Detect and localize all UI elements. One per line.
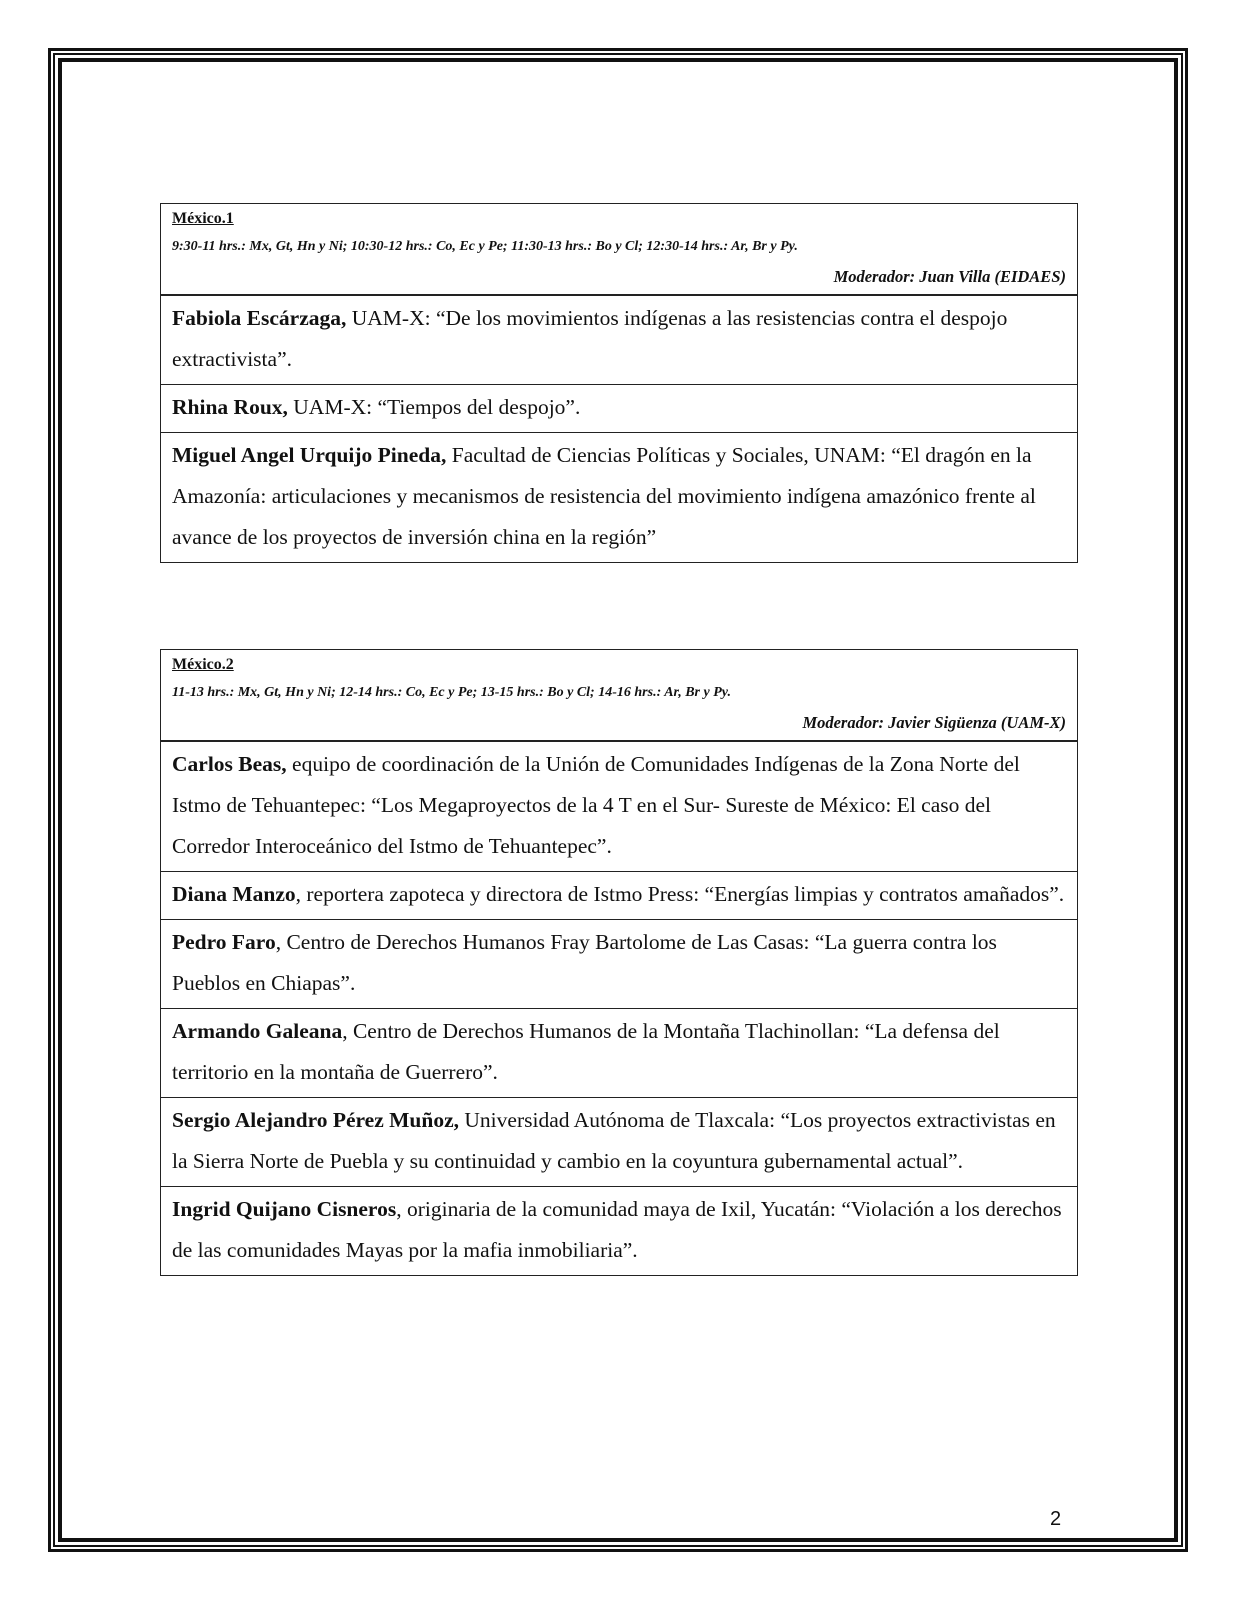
- talk-entry: [161, 432, 1077, 562]
- speaker-name: Miguel Angel Urquijo Pineda,: [172, 443, 447, 467]
- talk-entry: [161, 295, 1077, 384]
- session-moderator: Moderador: Juan Villa (EIDAES): [833, 267, 1066, 286]
- talk-entry: [161, 741, 1077, 871]
- talk-details: UAM-X: “De los movimientos indígenas a las resistencias contra el despojo extractivista”.: [172, 306, 1008, 371]
- speaker-name: Armando Galeana: [172, 1019, 343, 1043]
- session-title: México.2: [172, 656, 234, 673]
- talk-details: equipo de coordinación de la Unión de Comunidades Indígenas de la Zona Norte del Istmo de Tehuantepec: “Los Megaproyectos de la 4 T en el Sur- Sureste de México: El caso del Corredor Interoceánico del Istmo de Tehuantepec”.: [172, 752, 1020, 858]
- speaker-name: Fabiola Escárzaga,: [172, 306, 347, 330]
- talk-details: Facultad de Ciencias Políticas y Sociales, UNAM: “El dragón en la Amazonía: articulaciones y mecanismos de resistencia del movimiento indígena amazónico frente al avance de los proyectos de inversión china en la región”: [172, 443, 1036, 549]
- talk-details: UAM-X: “Tiempos del despojo”.: [287, 395, 581, 419]
- speaker-name: Diana Manzo: [172, 882, 296, 906]
- page-number: 2: [1050, 1508, 1062, 1530]
- speaker-name: Sergio Alejandro Pérez Muñoz,: [172, 1108, 460, 1132]
- speaker-name: Rhina Roux,: [172, 395, 288, 419]
- talk-entry: [161, 384, 1077, 432]
- talk-details: , Centro de Derechos Humanos Fray Bartolome de Las Casas: “La guerra contra los Pueblos en Chiapas”.: [172, 930, 997, 995]
- talk-details: , reportera zapoteca y directora de Istmo Press: “Energías limpias y contratos amañados”.: [295, 882, 1065, 906]
- speaker-name: Pedro Faro: [172, 930, 276, 954]
- speaker-name: Ingrid Quijano Cisneros: [172, 1197, 397, 1221]
- speaker-name: Carlos Beas,: [172, 752, 287, 776]
- session-schedule: 9:30-11 hrs.: Mx, Gt, Hn y Ni; 10:30-12 hrs.: Co, Ec y Pe; 11:30-13 hrs.: Bo y Cl; 12:30-14 hrs.: Ar, Br y Py.: [172, 239, 798, 254]
- talk-entry: [161, 1186, 1077, 1275]
- talk-entry: [161, 919, 1077, 1008]
- talk-details: , originaria de la comunidad maya de Ixil, Yucatán: “Violación a los derechos de las comunidades Mayas por la mafia inmobiliaria”.: [172, 1197, 1062, 1262]
- session-header: [161, 650, 1077, 741]
- talk-entry: [161, 871, 1077, 919]
- session-title: México.1: [172, 210, 234, 227]
- talk-entry: [161, 1097, 1077, 1186]
- session-moderator: Moderador: Javier Sigüenza (UAM-X): [802, 713, 1066, 732]
- talk-entry: [161, 1008, 1077, 1097]
- session-schedule: 11-13 hrs.: Mx, Gt, Hn y Ni; 12-14 hrs.: Co, Ec y Pe; 13-15 hrs.: Bo y Cl; 14-16 hrs.: Ar, Br y Py.: [172, 685, 731, 700]
- session-mexico-2: [160, 649, 1078, 1276]
- session-mexico-1: [160, 203, 1078, 563]
- talk-details: , Centro de Derechos Humanos de la Montaña Tlachinollan: “La defensa del territorio en la montaña de Guerrero”.: [172, 1019, 1000, 1084]
- talk-details: Universidad Autónoma de Tlaxcala: “Los proyectos extractivistas en la Sierra Norte de Puebla y su continuidad y cambio en la coyuntura gubernamental actual”.: [172, 1108, 1056, 1173]
- session-header: [161, 204, 1077, 295]
